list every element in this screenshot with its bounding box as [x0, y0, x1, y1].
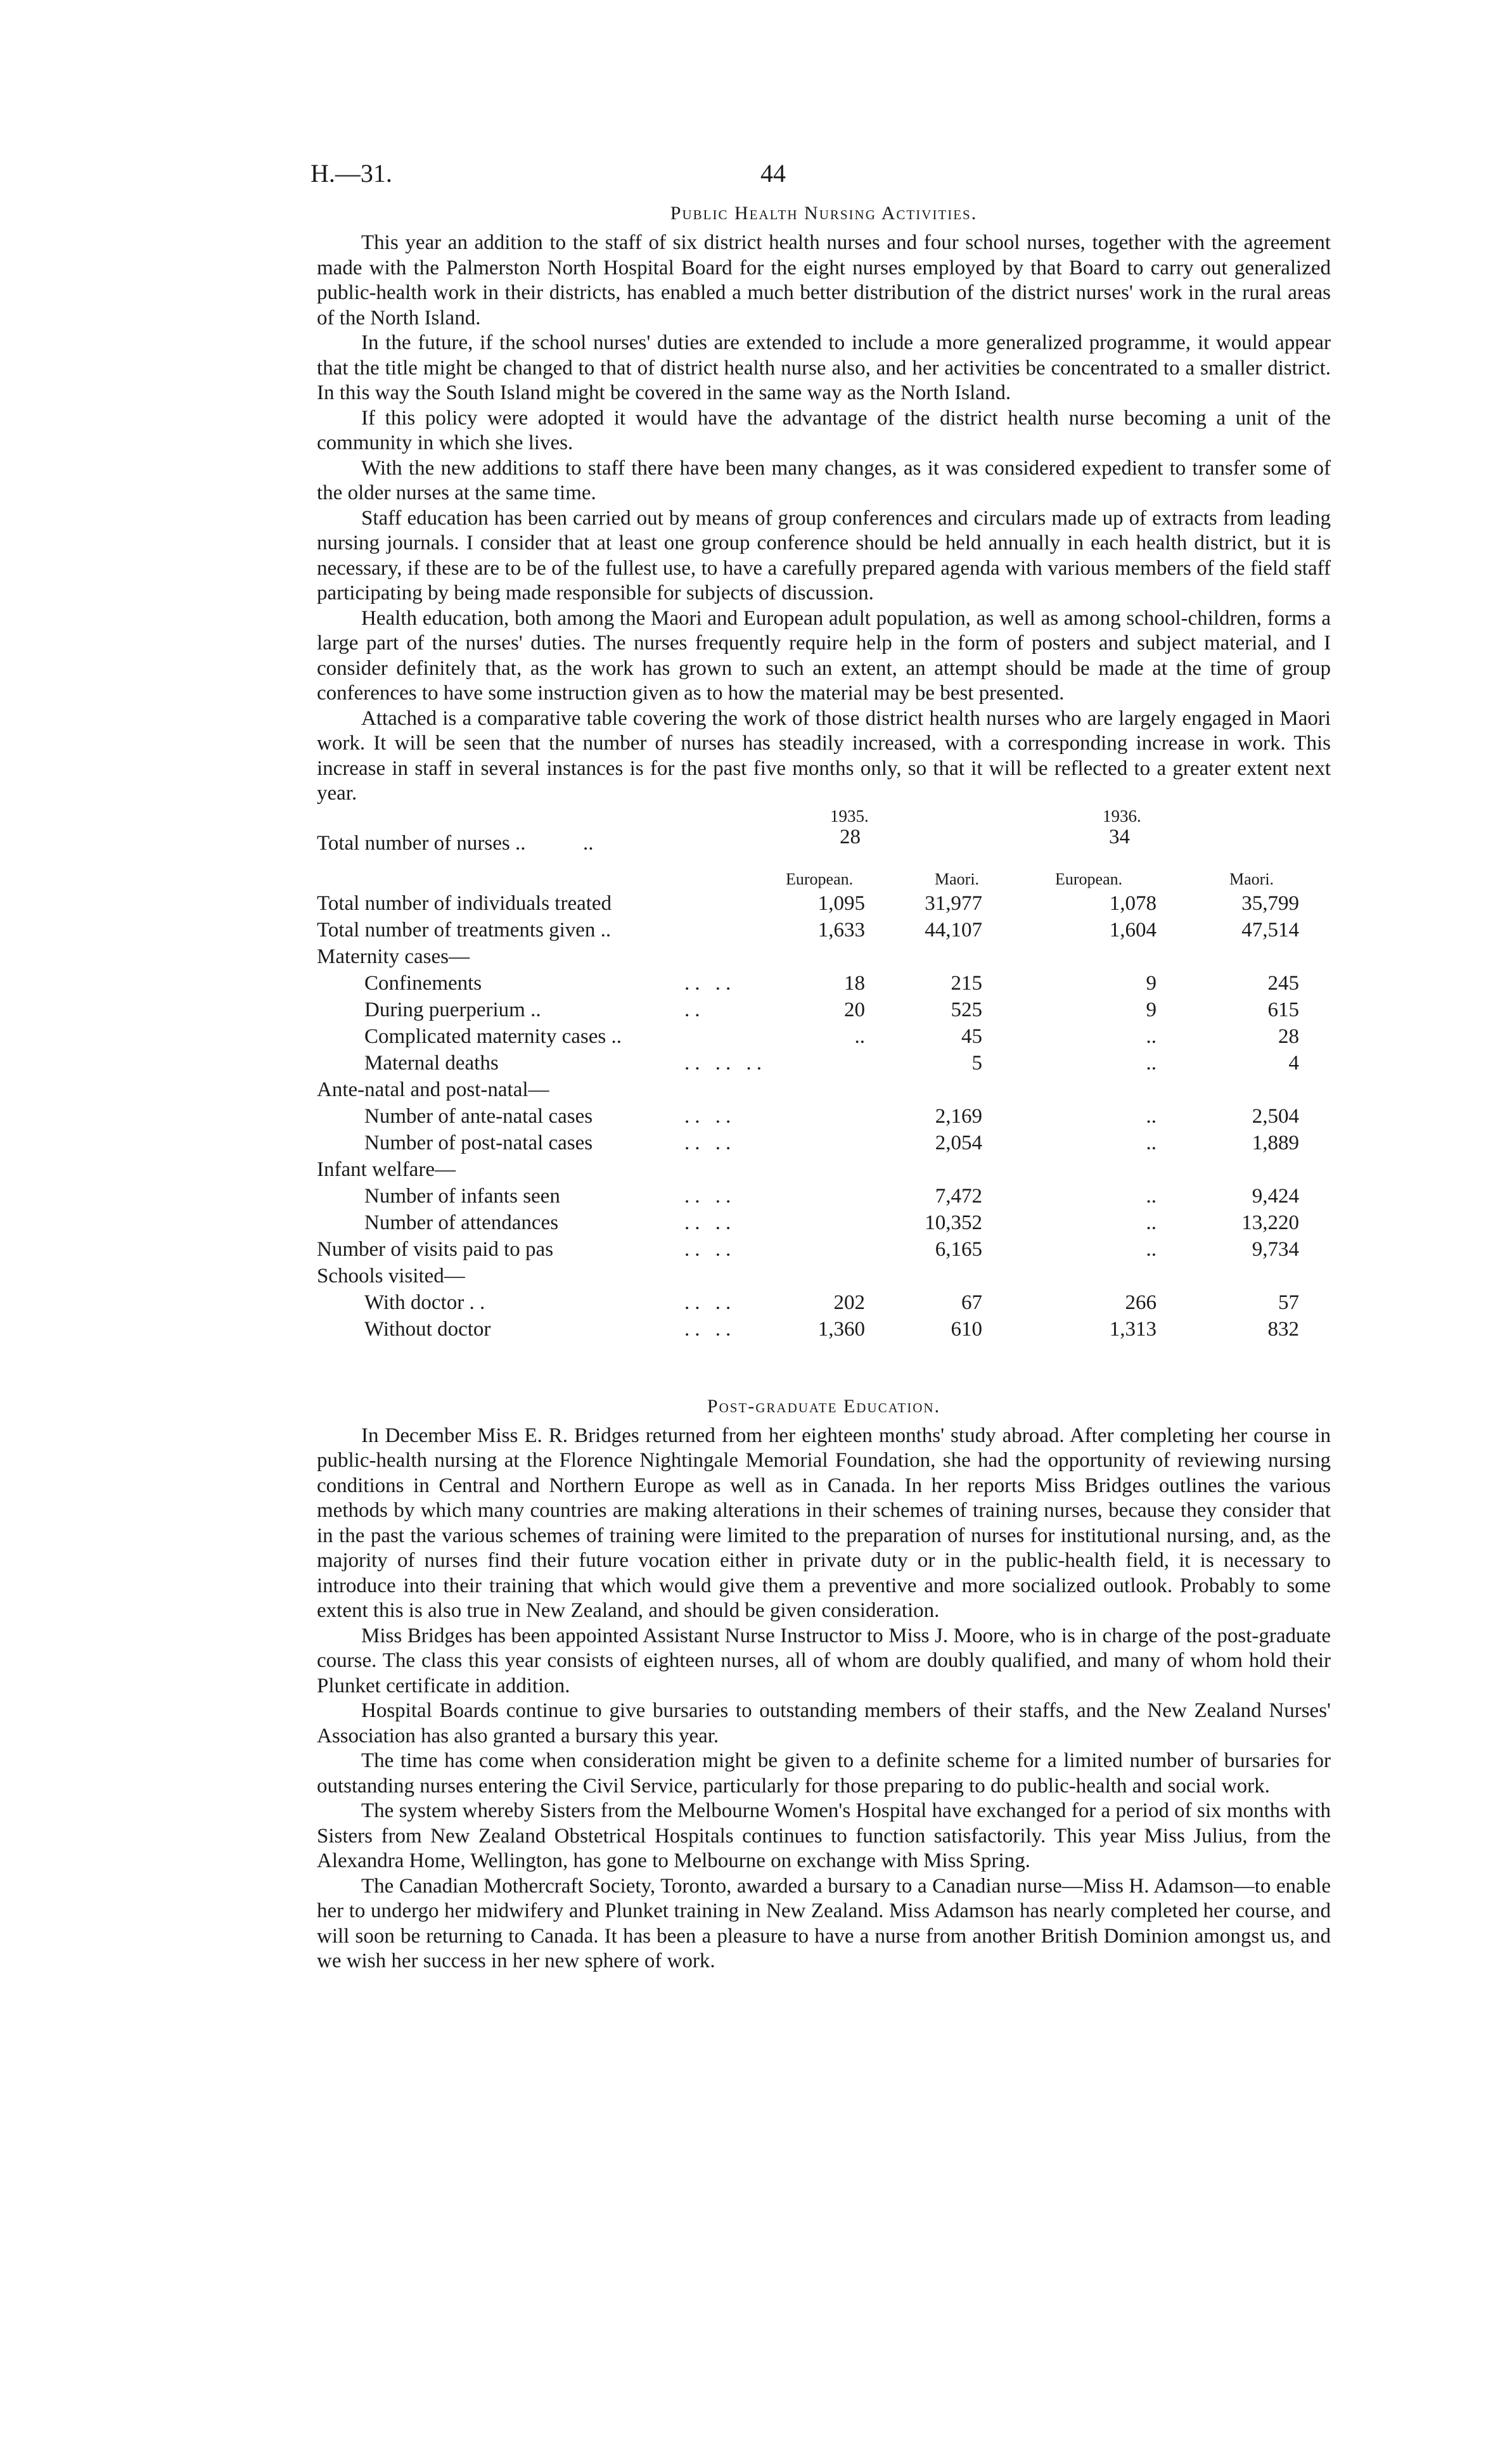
document-code: H.—31. — [311, 159, 392, 188]
paragraph: With the new additions to staff there have been many changes, as it was considered expedient to transfer some of the older nurses at the same time. — [317, 456, 1331, 504]
year-1935-heading: 1935. — [830, 806, 869, 826]
cell-european-1935: .. — [854, 1025, 865, 1048]
cell-european-1935: 202 — [833, 1291, 865, 1314]
cell-european-1936: 9 — [1146, 971, 1157, 995]
table-row — [317, 1078, 1267, 1105]
comparative-table — [317, 807, 1331, 1389]
cell-european-1936: .. — [1146, 1104, 1157, 1128]
cell-european-1936: 1,604 — [1109, 918, 1157, 942]
table-row — [317, 1158, 1267, 1185]
cell-maori-1935: 5 — [971, 1051, 982, 1075]
cell-european-1936: .. — [1146, 1025, 1157, 1048]
section-heading-public-health: Public Health Nursing Activities. — [670, 203, 978, 224]
section-heading-post-graduate: Post-graduate Education. — [707, 1395, 941, 1417]
leader-dots: .. .. — [684, 1211, 736, 1234]
cell-maori-1935: 2,169 — [935, 1104, 982, 1128]
cell-maori-1936: 9,424 — [1252, 1184, 1299, 1208]
row-label: Number of attendances — [364, 1211, 559, 1234]
cell-european-1935: 20 — [844, 998, 865, 1021]
page-header — [311, 158, 1331, 203]
row-label: With doctor . . — [364, 1291, 485, 1314]
cell-maori-1936: 13,220 — [1241, 1211, 1299, 1234]
cell-european-1935: 18 — [844, 971, 865, 995]
cell-european-1936: 1,313 — [1109, 1317, 1157, 1341]
cell-maori-1936: 832 — [1267, 1317, 1299, 1341]
total-nurses-1935: 28 — [840, 825, 861, 848]
paragraph: If this policy were adopted it would have the advantage of the district health nurse becoming a unit of the community in which she lives. — [317, 406, 1331, 454]
total-nurses-label: Total number of nurses .. — [317, 831, 526, 855]
column-european-1935: European. — [786, 869, 854, 888]
table-row — [317, 1291, 1299, 1318]
cell-european-1935: 1,360 — [817, 1317, 865, 1341]
leader-dots: .. .. — [684, 1104, 736, 1128]
cell-maori-1936: 4 — [1288, 1051, 1299, 1075]
page-number: 44 — [760, 159, 786, 188]
row-label: Number of post-natal cases — [364, 1131, 593, 1154]
row-label: Number of ante-natal cases — [364, 1104, 593, 1128]
paragraph: In the future, if the school nurses' duties are extended to include a more generalized programme, it would appear that the title might be changed to that of district health nurse also, and her activities be concentrated to a smaller district. In this way the South Island might be covered in the same way as the North Island. — [317, 331, 1331, 404]
row-label: Schools visited— — [317, 1264, 465, 1287]
cell-maori-1935: 45 — [961, 1025, 982, 1048]
cell-maori-1936: 47,514 — [1241, 918, 1299, 942]
cell-maori-1935: 44,107 — [925, 918, 982, 942]
paragraph: The system whereby Sisters from the Melbourne Women's Hospital have exchanged for a period of six months with Sisters from New Zealand Obstetrical Hospitals continues to function satisfactorily. This year Miss Julius, from the Alexandra Home, Wellington, has gone to Melbourne on exchange with Miss Spring. — [317, 1799, 1331, 1872]
table-row — [317, 1265, 1267, 1291]
cell-european-1936: .. — [1146, 1211, 1157, 1234]
paragraph: Health education, both among the Maori and European adult population, as well as among school-children, forms a large part of the nurses' duties. The nurses frequently require help in the form of posters and subject material, and I consider definitely that, as the work has grown to such an extent, an attempt should be made at the time of group conferences to have some instruction given as to how the material may be best presented. — [317, 606, 1331, 705]
row-label: Ante-natal and post-natal— — [317, 1078, 549, 1101]
leader-dots: .. — [583, 831, 594, 855]
section-body-public-health — [317, 231, 1331, 807]
table-row — [317, 1317, 1299, 1344]
paragraph: In December Miss E. R. Bridges returned from her eighteen months' study abroad. After completing her course in public-health nursing at the Florence Nightingale Memorial Foundation, she had the opportunity of reviewing nursing conditions in Central and Northern Europe as well as in Canada. In her reports Miss Bridges outlines the various methods by which many countries are making alterations in their schemes of training nurses, because they consider that in the past the various schemes of training were limited to the preparation of nurses for institutional nursing, and, as the majority of nurses find their future vocation either in private duty or in the public-health field, it is necessary to introduce into their training that which would give them a preventive and more socialized outlook. Probably to some extent this is also true in New Zealand, and should be given consideration. — [317, 1424, 1331, 1622]
leader-dots: .. .. — [684, 1317, 736, 1341]
cell-maori-1935: 2,054 — [935, 1131, 982, 1154]
cell-european-1936: .. — [1146, 1184, 1157, 1208]
total-nurses-1936: 34 — [1109, 825, 1130, 848]
leader-dots: .. .. — [684, 1237, 736, 1261]
table-row — [317, 1237, 1299, 1265]
leader-dots: .. .. — [684, 971, 736, 995]
cell-european-1936: .. — [1146, 1051, 1157, 1075]
table-row — [317, 1184, 1299, 1211]
paragraph: The time has come when consideration might be given to a definite scheme for a limited number of bursaries for outstanding nurses entering the Civil Service, particularly for those preparing to do public-health and social work. — [317, 1749, 1331, 1797]
paragraph: Miss Bridges has been appointed Assistant Nurse Instructor to Miss J. Moore, who is in charge of the post-graduate course. The class this year consists of eighteen nurses, all of whom are doubly qualified, and many of whom hold their Plunket certificate in addition. — [317, 1624, 1331, 1697]
leader-dots: .. .. — [684, 1184, 736, 1208]
section-body-post-graduate — [317, 1424, 1331, 1974]
row-label: Number of visits paid to pas — [317, 1237, 554, 1261]
cell-maori-1936: 245 — [1267, 971, 1299, 995]
paragraph: Staff education has been carried out by means of group conferences and circulars made up of extracts from leading nursing journals. I consider that at least one group conference should be held annually in each health district, but it is necessary, if these are to be of the fullest use, to have a carefully prepared agenda with various members of the field staff participating by being made responsible for subjects of discussion. — [317, 506, 1331, 604]
leader-dots: .. .. .. — [684, 1051, 767, 1075]
cell-maori-1936: 2,504 — [1252, 1104, 1299, 1128]
table-row — [317, 1051, 1299, 1078]
cell-european-1936: .. — [1146, 1131, 1157, 1154]
column-maori-1936: Maori. — [1229, 869, 1274, 888]
table-row — [317, 945, 1267, 972]
leader-dots: .. — [684, 998, 705, 1021]
leader-dots: .. .. — [684, 1291, 736, 1314]
cell-maori-1935: 610 — [951, 1317, 982, 1341]
cell-european-1936: 1,078 — [1109, 891, 1157, 915]
cell-maori-1936: 9,734 — [1252, 1237, 1299, 1261]
row-label: During puerperium .. — [364, 998, 541, 1021]
table-row — [317, 891, 1299, 919]
cell-maori-1936: 1,889 — [1252, 1131, 1299, 1154]
table-row — [317, 998, 1299, 1025]
cell-maori-1936: 35,799 — [1241, 891, 1299, 915]
table-row — [317, 1131, 1299, 1158]
cell-maori-1936: 28 — [1278, 1025, 1299, 1048]
row-label: Total number of treatments given .. — [317, 918, 612, 942]
cell-maori-1935: 6,165 — [935, 1237, 982, 1261]
table-row — [317, 1211, 1299, 1238]
row-label: Infant welfare— — [317, 1158, 456, 1181]
document-page — [311, 158, 1331, 1974]
table-row — [317, 918, 1299, 945]
table-row — [317, 1025, 1299, 1052]
row-label: Number of infants seen — [364, 1184, 560, 1208]
cell-maori-1935: 67 — [961, 1291, 982, 1314]
paragraph: Attached is a comparative table covering the work of those district health nurses who are largely engaged in Maori work. It will be seen that the number of nurses has steadily increased, with a corresponding increase in work. This increase in staff in several instances is for the past five months only, so that it will be reflected to a greater extent next year. — [317, 706, 1331, 805]
paragraph: This year an addition to the staff of six district health nurses and four school nurses, together with the agreement made with the Palmerston North Hospital Board for the eight nurses employed by that Board to carry out generalized public-health work in their districts, has enabled a much better distribution of the district nurses' work in the rural areas of the North Island. — [317, 231, 1331, 329]
cell-european-1935: 1,095 — [817, 891, 865, 915]
cell-maori-1935: 31,977 — [925, 891, 982, 915]
row-label: Maternal deaths — [364, 1051, 499, 1075]
column-maori-1935: Maori. — [935, 869, 980, 888]
row-label: Complicated maternity cases .. — [364, 1025, 622, 1048]
column-european-1936: European. — [1055, 869, 1123, 888]
paragraph: The Canadian Mothercraft Society, Toronto, awarded a bursary to a Canadian nurse—Miss H. Adamson—to enable her to undergo her midwifery and Plunket training in New Zealand. Miss Adamson has nearly completed her course, and will soon be returning to Canada. It has been a pleasure to have a nurse from another British Dominion amongst us, and we wish her success in her new sphere of work. — [317, 1874, 1331, 1972]
table-row — [317, 971, 1299, 999]
row-label: Confinements — [364, 971, 482, 995]
cell-maori-1936: 615 — [1267, 998, 1299, 1021]
cell-maori-1936: 57 — [1278, 1291, 1299, 1314]
year-1936-heading: 1936. — [1103, 806, 1141, 826]
cell-european-1935: 1,633 — [817, 918, 865, 942]
cell-european-1936: .. — [1146, 1237, 1157, 1261]
cell-maori-1935: 10,352 — [925, 1211, 982, 1234]
row-label: Without doctor — [364, 1317, 491, 1341]
paragraph: Hospital Boards continue to give bursaries to outstanding members of their staffs, and the New Zealand Nurses' Association has also granted a bursary this year. — [317, 1699, 1331, 1747]
row-label: Maternity cases— — [317, 945, 470, 968]
table-row — [317, 1104, 1299, 1132]
cell-maori-1935: 7,472 — [935, 1184, 982, 1208]
cell-european-1936: 266 — [1125, 1291, 1157, 1314]
cell-european-1936: 9 — [1146, 998, 1157, 1021]
leader-dots: .. .. — [684, 1131, 736, 1154]
cell-maori-1935: 215 — [951, 971, 982, 995]
row-label: Total number of individuals treated — [317, 891, 612, 915]
cell-maori-1935: 525 — [951, 998, 982, 1021]
